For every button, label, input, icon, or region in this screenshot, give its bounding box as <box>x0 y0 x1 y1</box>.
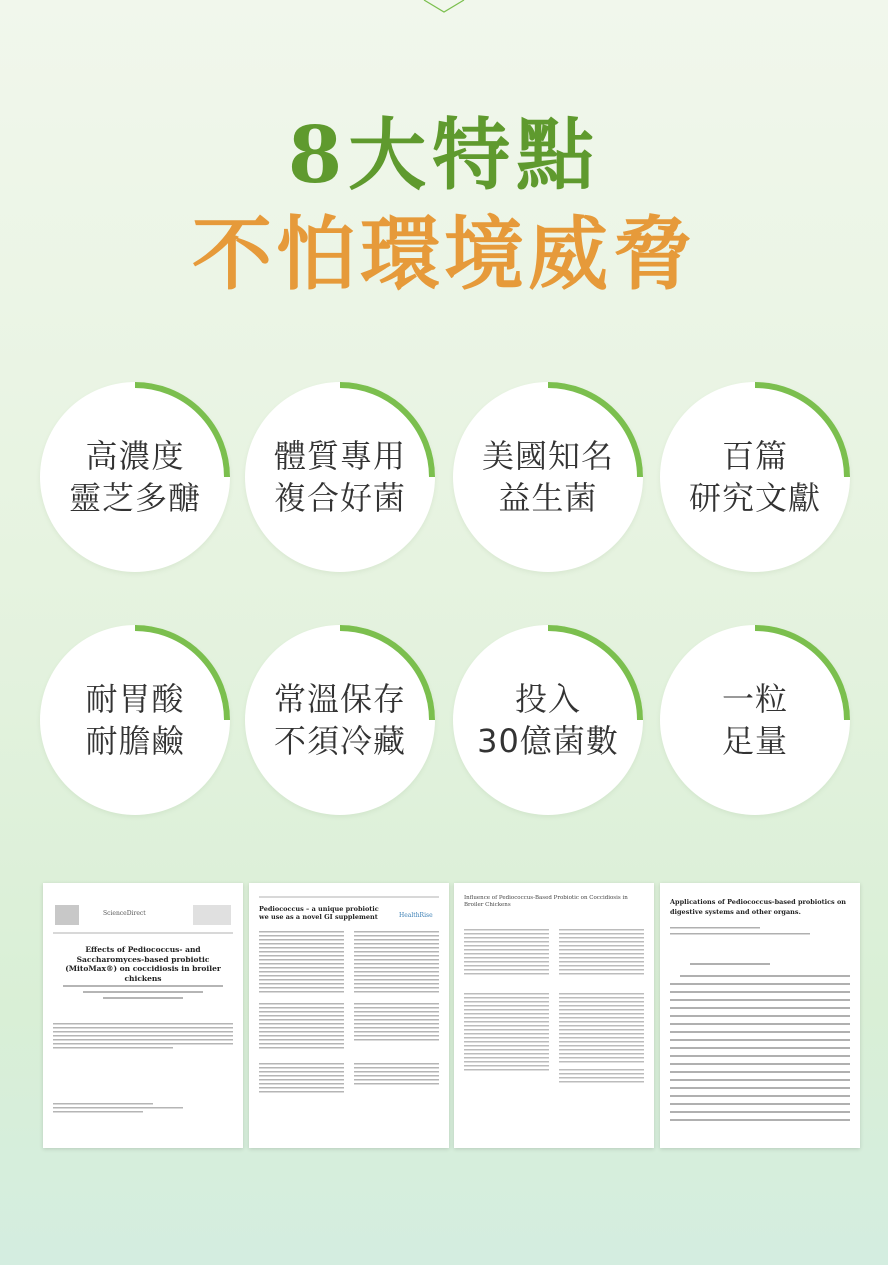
feature-line2: 複合好菌 <box>273 479 406 517</box>
top-chevron-decoration <box>420 0 468 14</box>
feature-line2: 研究文獻 <box>688 479 821 517</box>
feature-line1: 高濃度 <box>85 437 185 475</box>
feature-line2: 不須冷藏 <box>273 722 406 760</box>
feature-line2: 足量 <box>721 722 788 760</box>
feature-line2: 靈芝多醣 <box>68 479 201 517</box>
feature-circle-us-probiotic <box>453 382 643 572</box>
research-paper-4 <box>660 883 860 1148</box>
feature-line1: 體質專用 <box>273 437 406 475</box>
research-paper-2 <box>249 883 449 1148</box>
feature-line2: 30億菌數 <box>477 722 619 760</box>
feature-line1: 一粒 <box>721 680 788 718</box>
feature-circle-constitution <box>245 382 435 572</box>
research-paper-3 <box>454 883 654 1148</box>
feature-line2: 益生菌 <box>498 479 598 517</box>
feature-line1: 百篇 <box>721 437 788 475</box>
paper-heading: Influence of Pediococcus-Based Probiotic on Coccidiosis in Broiler Chickens <box>464 895 628 908</box>
paper-3-page-graphic <box>454 883 654 1148</box>
paper-heading: Pediococcus – a unique probiotic we use as a novel GI supplement <box>259 905 379 921</box>
page-subtitle: 不怕環境威脅 <box>192 207 696 301</box>
paper-journal: ScienceDirect <box>103 910 146 917</box>
research-paper-1 <box>43 883 243 1148</box>
feature-circle-room-temp <box>245 625 435 815</box>
feature-line1: 投入 <box>514 680 581 718</box>
paper-heading: Applications of Pediococcus-based probiotics on digestive systems and other organs. <box>670 898 847 916</box>
paper-heading: Effects of Pediococcus- and Saccharomyces-based probiotic (MitoMax®) on coccidiosis in broiler chickens <box>65 945 221 983</box>
paper-1-page-graphic <box>43 883 243 1148</box>
feature-circle-high-concentration <box>40 382 230 572</box>
feature-line1: 耐胃酸 <box>85 680 185 718</box>
feature-circle-bacteria-count <box>453 625 643 815</box>
feature-line2: 耐膽鹼 <box>85 722 185 760</box>
paper-journal: HealthRise <box>399 912 433 919</box>
feature-circle-research <box>660 382 850 572</box>
feature-circle-one-capsule <box>660 625 850 815</box>
feature-circle-acid-resistant <box>40 625 230 815</box>
paper-4-page-graphic <box>660 883 860 1148</box>
page-title: 8大特點 <box>287 110 601 201</box>
feature-line1: 常溫保存 <box>273 680 406 718</box>
feature-line1: 美國知名 <box>481 437 614 475</box>
paper-2-page-graphic <box>249 883 449 1148</box>
